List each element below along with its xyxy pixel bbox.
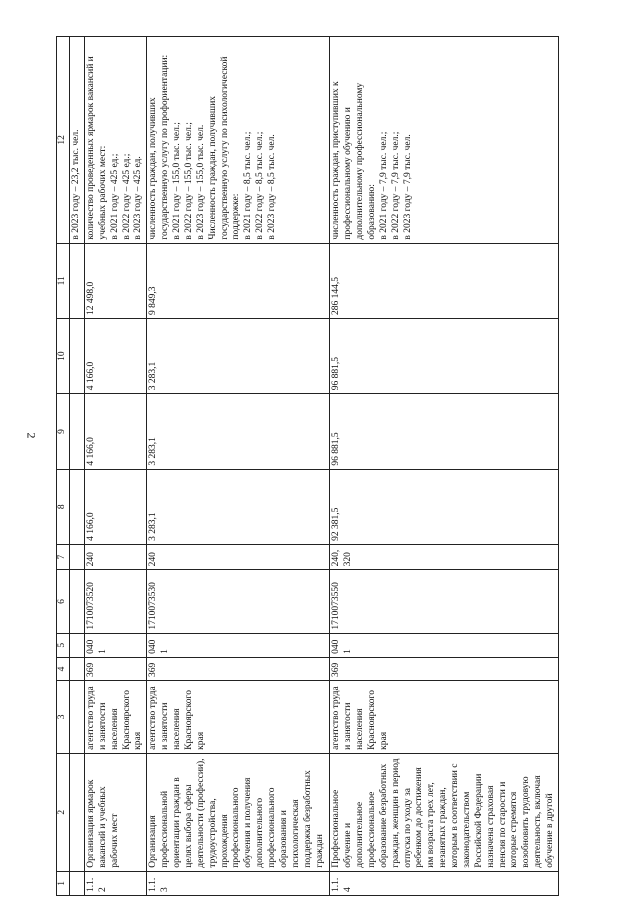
expected-result: численность граждан, приступивших к профессиональному обучению и дополнительному профессиональному образованию: в 2021 году – 7,9 тыс. чел.; в 2022 году – 7,9 тыс. чел.; в 2023 году – 7,9 тыс. чел.: [330, 37, 559, 244]
header-col-4: 4: [57, 657, 70, 680]
amount-2022: 3 283,1: [147, 394, 330, 469]
amount-2022: 4 166,0: [84, 394, 146, 469]
csr-code: 1710073520: [84, 570, 146, 633]
table-row: [147, 37, 330, 896]
vr-code: 240: [84, 544, 146, 570]
program-activities-table: [56, 36, 559, 896]
table-row: [84, 37, 146, 896]
vr-code: 240: [147, 544, 330, 570]
activity-name: Организация ярмарок вакансий и учебных рабочих мест: [84, 753, 146, 871]
grbs-code: 369: [84, 657, 146, 680]
executor: агентство труда и занятости населения Красноярского края: [147, 680, 330, 753]
page-number: 2: [24, 432, 39, 439]
result-continuation: в 2023 году – 23,2 тыс. чел.: [70, 37, 85, 244]
header-col-11: 11: [57, 243, 70, 318]
amount-2023: 96 881,5: [330, 318, 559, 393]
executor: агентство труда и занятости населения Красноярского края: [84, 680, 146, 753]
header-col-6: 6: [57, 570, 70, 633]
header-col-7: 7: [57, 544, 70, 570]
csr-code: 1710073530: [147, 570, 330, 633]
activity-name: Организация профессиональной ориентации граждан в целях выбора сферы деятельности (профессии), трудоустройства, прохождения профессионального обучения и получения дополнительного профессионального образования и психологическая поддержка безработных граждан: [147, 753, 330, 871]
amount-total: 9 849,3: [147, 243, 330, 318]
csr-code: 1710073550: [330, 570, 559, 633]
amount-2022: 96 881,5: [330, 394, 559, 469]
expected-result: количество проведенных ярмарок вакансий и учебных рабочих мест: в 2021 году – 425 ед.; в 2022 году – 425 ед.; в 2023 году – 425 ед.: [84, 37, 146, 244]
row-number: 1.1.4: [330, 871, 559, 895]
header-col-12: 12: [57, 37, 70, 244]
rzpr-code: 0401: [84, 633, 146, 657]
amount-total: 12 498,0: [84, 243, 146, 318]
header-row: [57, 37, 70, 896]
table-row-continuation: [70, 37, 85, 896]
rotated-table-container: [56, 36, 586, 896]
amount-2021: 92 381,5: [330, 469, 559, 544]
expected-result: численность граждан, получивших государственную услугу по профориентации: в 2021 году – 155,0 тыс. чел.; в 2022 году – 155,0 тыс. чел.; в 2023 году – 155,0 тыс. чел. Численность граждан, получивших государственную услугу по психологической поддержке: в 2021 году – 8,5 тыс. чел.; в 2022 году – 8,5 тыс. чел.; в 2023 году – 8,5 тыс. чел.: [147, 37, 330, 244]
header-col-5: 5: [57, 633, 70, 657]
amount-2021: 3 283,1: [147, 469, 330, 544]
vr-code: 240, 320: [330, 544, 559, 570]
executor: агентство труда и занятости населения Красноярского края: [330, 680, 559, 753]
rzpr-code: 0401: [330, 633, 559, 657]
row-number: 1.1.2: [84, 871, 146, 895]
amount-2023: 4 166,0: [84, 318, 146, 393]
rzpr-code: 0401: [147, 633, 330, 657]
amount-2023: 3 283,1: [147, 318, 330, 393]
amount-total: 286 144,5: [330, 243, 559, 318]
activity-name: Профессиональное обучение и дополнительное профессиональное образование безработных граждан, женщин в период отпуска по уходу за ребенком до достижения им возраста трех лет, незанятых граждан, которым в соответствии с законодательством Российской Федерации назначена страховая пенсия по старости и которые стремятся возобновить трудовую деятельность, включая обучение в другой: [330, 753, 559, 871]
row-number: 1.1.3: [147, 871, 330, 895]
amount-2021: 4 166,0: [84, 469, 146, 544]
header-col-3: 3: [57, 680, 70, 753]
header-col-8: 8: [57, 469, 70, 544]
grbs-code: 369: [147, 657, 330, 680]
header-col-2: 2: [57, 753, 70, 871]
header-col-9: 9: [57, 394, 70, 469]
grbs-code: 369: [330, 657, 559, 680]
header-col-10: 10: [57, 318, 70, 393]
header-col-1: 1: [57, 871, 70, 895]
table-row: [330, 37, 559, 896]
